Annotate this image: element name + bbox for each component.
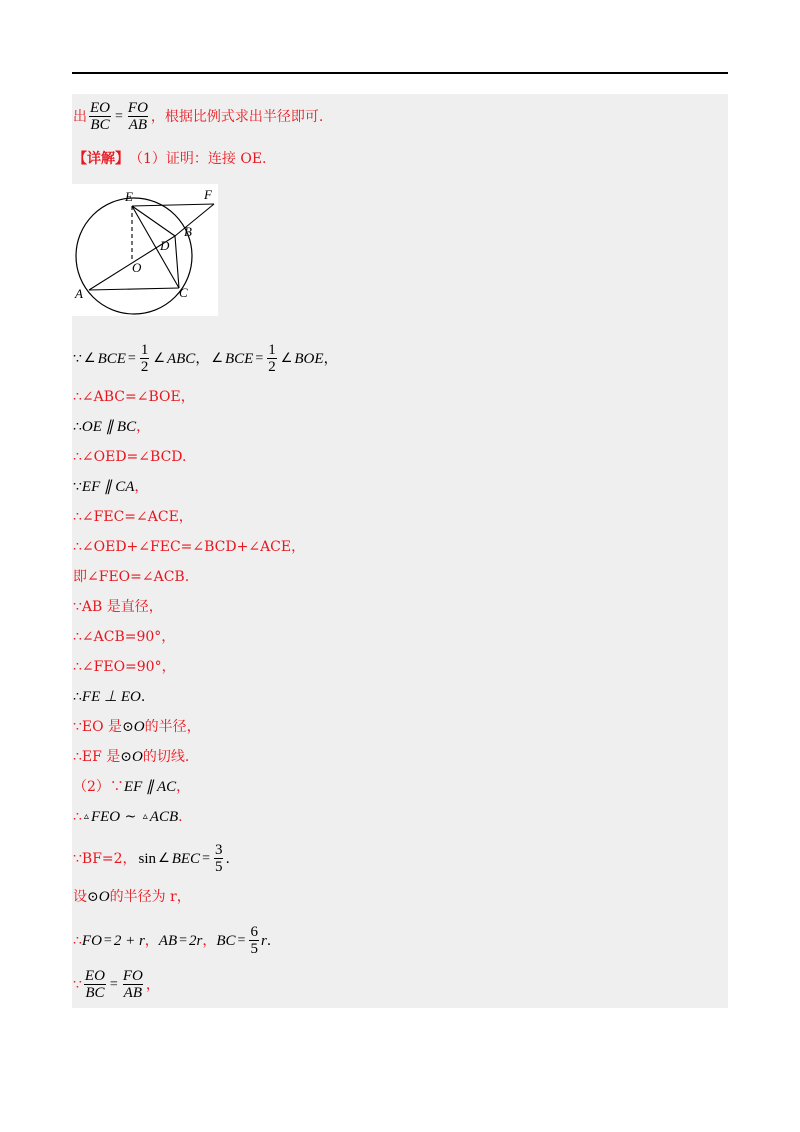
- denominator: 2: [268, 359, 276, 375]
- comma: ，: [202, 932, 217, 949]
- var-r: r: [260, 932, 267, 949]
- label-a: A: [75, 286, 83, 301]
- var-bc: BC: [216, 932, 236, 949]
- text-prefix: ∵EO 是: [73, 719, 123, 735]
- part2-line-6: [73, 968, 160, 1001]
- geometry-diagram: [72, 184, 218, 316]
- detail-text: （1）证明：连接 OE.: [129, 151, 267, 167]
- parallel-expr: OE ∥ BC: [81, 419, 137, 435]
- equals-sign: =: [255, 350, 264, 366]
- text-prefix: 设: [73, 889, 87, 905]
- hint-suffix: ，根据比例式求出半径即可.: [150, 108, 324, 125]
- ab-value: 2r: [189, 932, 203, 949]
- because-symbol: ∵: [73, 976, 82, 993]
- header-rule: [72, 72, 728, 74]
- parallel-expr: EF ∥ CA: [81, 479, 135, 495]
- label-f: F: [204, 187, 212, 202]
- comma: ，: [145, 976, 160, 993]
- label-o: O: [132, 260, 142, 275]
- sin-label: sin: [138, 850, 157, 867]
- period: .: [140, 689, 146, 705]
- denominator: AB: [128, 117, 148, 133]
- parallel-expr: EF ∥ AC: [123, 779, 177, 795]
- triangle-symbol: ▵: [83, 811, 89, 822]
- fraction-fo-ab: [127, 100, 149, 133]
- proof-line-14: [73, 748, 189, 766]
- segment-bc: [175, 236, 179, 288]
- equals-sign: =: [115, 108, 123, 124]
- therefore-symbol: ∴: [73, 809, 82, 825]
- triangle-symbol: ▵: [142, 811, 148, 822]
- var-ab: AB: [158, 932, 178, 949]
- angle-symbol: ∠: [83, 350, 96, 366]
- circle-symbol: ⊙: [120, 749, 133, 765]
- denominator: BC: [90, 117, 110, 133]
- circle-symbol: ⊙: [87, 889, 99, 905]
- circle-name: O: [98, 889, 110, 905]
- angle-bec: BEC: [171, 850, 201, 867]
- equals-sign: =: [109, 976, 118, 992]
- fraction-six-fifths: [249, 924, 259, 957]
- circle-figure: [72, 184, 218, 316]
- equals-sign: =: [127, 350, 136, 366]
- text-suffix: 的半径为 r，: [109, 889, 191, 905]
- angle-boe: BOE: [294, 350, 324, 367]
- segment-fb: [175, 204, 214, 236]
- numerator: 1: [140, 342, 149, 358]
- segment-ac: [89, 288, 179, 290]
- var-fo: FO: [81, 932, 102, 949]
- because-symbol: ∵: [73, 479, 82, 495]
- numerator: 3: [214, 842, 223, 858]
- triangle-feo: FEO: [90, 809, 121, 825]
- equals-sign: =: [202, 850, 210, 866]
- text-suffix: 的切线.: [142, 749, 190, 765]
- denominator: AB: [123, 985, 142, 1001]
- numerator: FO: [127, 100, 148, 116]
- numerator: 6: [250, 924, 258, 940]
- numerator: FO: [122, 968, 143, 984]
- angle-bce: BCE: [97, 350, 126, 367]
- circle-symbol: ⊙: [122, 719, 134, 735]
- equals-sign: =: [103, 932, 112, 948]
- segment-ef: [132, 204, 214, 206]
- fraction-half: [267, 342, 277, 375]
- denominator: 2: [140, 359, 149, 375]
- comma: ，: [195, 350, 210, 367]
- part2-line-2: [73, 808, 183, 826]
- equals-sign: =: [237, 932, 246, 948]
- therefore-symbol: ∴: [73, 419, 82, 435]
- hint-prefix: 出: [73, 108, 87, 125]
- circle-o: [76, 198, 192, 314]
- label-e: E: [125, 189, 133, 204]
- angle-symbol: ∠: [280, 350, 293, 366]
- period: .: [178, 809, 183, 825]
- denominator: BC: [85, 985, 105, 1001]
- circle-name: O: [132, 749, 143, 765]
- denominator: 5: [214, 859, 223, 875]
- proof-line-5: [73, 478, 148, 496]
- angle-abc: ABC: [166, 350, 196, 367]
- period: .: [225, 850, 230, 867]
- proof-line-3: [73, 418, 150, 436]
- angle-symbol: ∠: [211, 350, 223, 366]
- period: .: [266, 932, 272, 949]
- proof-line-10: ∴∠ACB=90°，: [73, 629, 176, 645]
- denominator: 5: [250, 941, 258, 957]
- comma: ，: [323, 350, 338, 367]
- text-prefix: ∴EF 是: [73, 749, 121, 765]
- proof-line-4: ∴∠OED=∠BCD.: [73, 449, 187, 465]
- proof-line-8: 即∠FEO=∠ACB.: [73, 569, 190, 585]
- numerator: EO: [90, 100, 110, 116]
- text-prefix: （2）∵: [73, 779, 124, 795]
- detail-bracket: 【详解】: [73, 151, 129, 167]
- part2-line-4: [73, 888, 191, 906]
- label-c: C: [179, 285, 188, 300]
- angle-bce: BCE: [224, 350, 254, 367]
- numerator: EO: [84, 968, 105, 984]
- segment-ec: [132, 206, 179, 288]
- label-b: B: [184, 224, 192, 239]
- proof-line-1: [73, 342, 338, 375]
- triangle-acb: ACB: [149, 809, 179, 825]
- text-suffix: 的半径，: [144, 719, 201, 735]
- angle-symbol: ∠: [158, 850, 170, 866]
- detail-heading: [73, 150, 267, 168]
- proof-line-9: ∵AB 是直径，: [73, 599, 163, 615]
- comma: ，: [176, 779, 191, 795]
- fraction-eo-bc: [89, 100, 111, 133]
- similar-symbol: ~: [120, 809, 141, 825]
- proof-line-11: ∴∠FEO=90°，: [73, 659, 176, 675]
- perpendicular-expr: FE ⊥ EO: [81, 689, 141, 705]
- comma: ，: [136, 419, 151, 435]
- therefore-symbol: ∴: [73, 689, 82, 705]
- circle-name: O: [133, 719, 145, 735]
- fraction-half: [140, 342, 150, 375]
- numerator: 1: [268, 342, 276, 358]
- comma: ，: [134, 479, 149, 495]
- proof-line-12: [73, 688, 145, 706]
- proof-line-6: ∴∠FEC=∠ACE，: [73, 509, 193, 525]
- fraction-fo-ab: [122, 968, 144, 1001]
- proof-line-7: ∴∠OED+∠FEC=∠BCD+∠ACE，: [73, 539, 306, 555]
- part2-line-5: [73, 924, 271, 957]
- equals-sign: =: [179, 932, 188, 948]
- fo-value: 2 + r: [113, 932, 145, 949]
- angle-symbol: ∠: [153, 350, 165, 366]
- part2-line-3: [73, 842, 230, 875]
- therefore-symbol: ∴: [73, 932, 82, 949]
- proof-line-13: [73, 718, 201, 736]
- fraction-three-fifths: [214, 842, 224, 875]
- segment-eb: [132, 206, 175, 236]
- comma: ，: [144, 932, 159, 949]
- proof-line-2: ∴∠ABC=∠BOE，: [73, 389, 195, 405]
- part2-line-1: [73, 778, 190, 796]
- text-prefix: ∵BF=2，: [73, 850, 137, 867]
- because-symbol: ∵: [73, 350, 82, 367]
- fraction-eo-bc: [84, 968, 106, 1001]
- label-d: D: [160, 238, 170, 253]
- hint-line: [73, 100, 323, 133]
